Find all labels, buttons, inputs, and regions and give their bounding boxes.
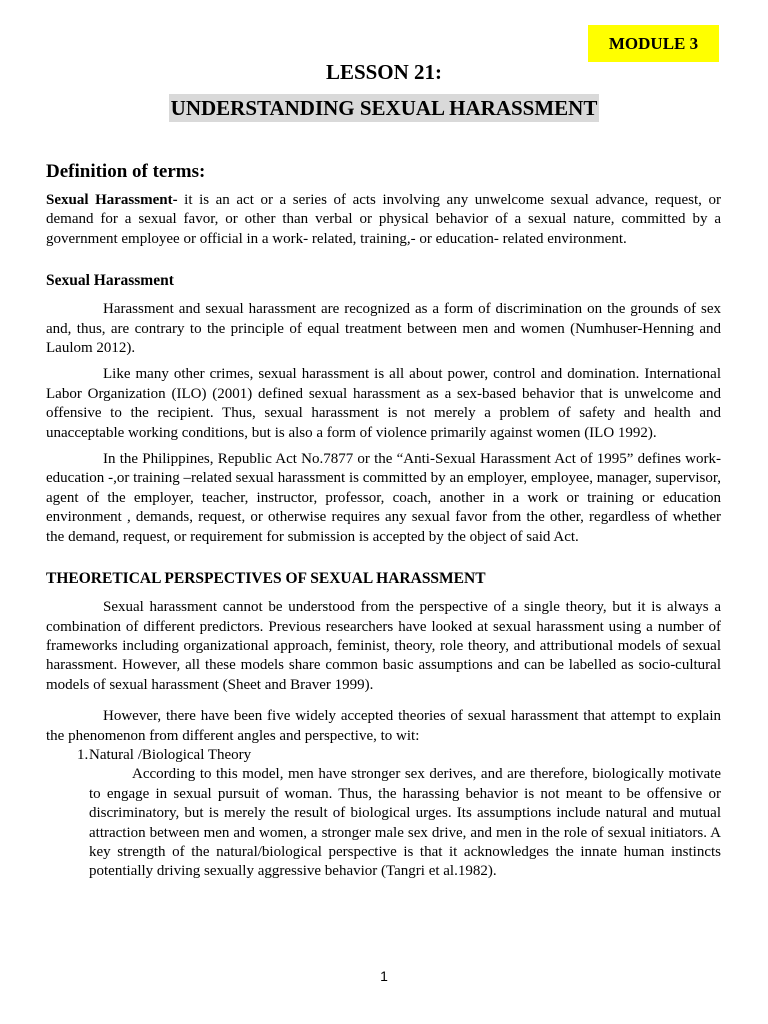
paragraph: However, there have been five widely accepted theories of sexual harassment that attempt to explain the phenomenon from different angles and perspective, to wit: bbox=[46, 708, 721, 744]
sexual-harassment-heading: Sexual Harassment bbox=[46, 272, 174, 290]
paragraph: Harassment and sexual harassment are recognized as a form of discrimination on the grounds of sex and, thus, are contrary to the principle of equal treatment between men and women (Numhuser-Henning and Laulom 2012). bbox=[46, 301, 721, 357]
theory-list bbox=[46, 746, 721, 882]
module-badge: MODULE 3 bbox=[588, 25, 719, 62]
theoretical-heading: THEORETICAL PERSPECTIVES OF SEXUAL HARASSMENT bbox=[46, 570, 486, 588]
page-title: UNDERSTANDING SEXUAL HARASSMENT bbox=[170, 96, 598, 120]
definitions-heading: Definition of terms: bbox=[46, 161, 206, 182]
title-wrap bbox=[0, 94, 768, 122]
list-item bbox=[46, 746, 721, 765]
list-number: 1. bbox=[77, 746, 89, 763]
paragraph: Sexual harassment cannot be understood from the perspective of a single theory, but it is always a combination of different predictors. Previous researchers have looked at sexual harassment using a number of frameworks including organizational approach, feminist, theory, role theory, and attributional models of sexual harassment. However, all these models share common basic assumptions and can be labelled as socio-cultural models of sexual harassment (Sheet and Braver 1999). bbox=[46, 599, 721, 693]
paragraph: In the Philippines, Republic Act No.7877 or the “Anti-Sexual Harassment Act of 1995” defines work- education -,or training –related sexual harassment is committed by an employer, employee, manager, supervisor, agent of the employer, teacher, instructor, professor, coach, another in a work or training or education environment , demands, request, or otherwise requires any sexual favor from the other, regardless of whether the demand, request, or requirement for submission is accepted by the object of said Act. bbox=[46, 451, 721, 545]
document-body bbox=[46, 160, 721, 882]
list-title: Natural /Biological Theory bbox=[89, 746, 252, 763]
page-number: 1 bbox=[380, 968, 388, 984]
paragraph: Like many other crimes, sexual harassment is all about power, control and domination. International Labor Organization (ILO) (2001) defined sexual harassment as a sex-based behavior that is unwelcome and offensive to the recipient. Thus, sexual harassment is not merely a problem of safety and health and unacceptable working conditions, but is also a form of violence primarily against women (ILO 1992). bbox=[46, 366, 721, 441]
definition-text: it is an act or a series of acts involving any unwelcome sexual advance, request, or demand for a sexual favor, or other than verbal or physical behavior of a sexual nature, committed by a government employee or official in a work- related, training,- or education- related environment. bbox=[46, 192, 721, 247]
list-paragraph: According to this model, men have stronger sex derives, and are therefore, biologically motivate to engage in sexual pursuit of woman. Thus, the harassing behavior is not meant to be offensive or discriminatory, but is merely the result of biological urges. Its assumptions include natural and mutual attraction between men and women, a stronger male sex drive, and men in the role of sexual initiators. A key strength of the natural/biological perspective is that it acknowledges the innate human instincts potentially driving sexually aggressive behavior (Tangri et al.1982). bbox=[89, 766, 721, 880]
lesson-number: LESSON 21: bbox=[325, 60, 443, 84]
definition-term: Sexual Harassment- bbox=[46, 192, 178, 208]
definition-paragraph bbox=[46, 191, 721, 249]
